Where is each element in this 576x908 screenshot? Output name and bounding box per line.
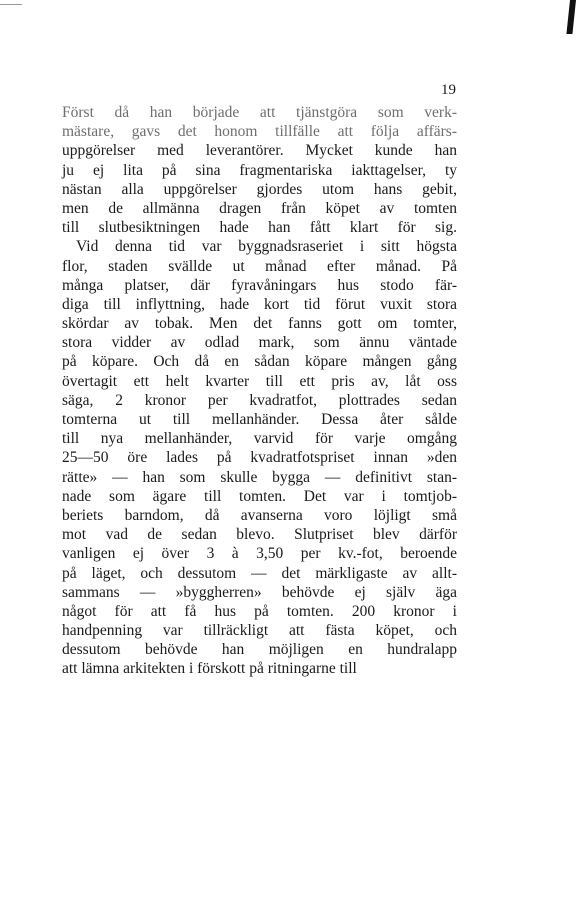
text-line: vanligen ej över 3 à 3,50 per kv.-fot, beroende (62, 545, 457, 563)
text-line: till nya mellanhänder, varvid för varje omgång (62, 430, 457, 448)
text-line: tomterna ut till mellanhänder. Dessa åter sålde (62, 411, 457, 428)
text-line: beriets barndom, då avanserna voro löjligt små (62, 506, 457, 524)
scan-corner-mark (566, 0, 576, 34)
text-line: nästan alla uppgörelser gjordes utom hans gebit, (62, 180, 457, 198)
text-line: 25—50 öre lades på kvadratfotspriset innan »den (62, 449, 457, 467)
text-line: ju ej lita på sina fragmentariska iakttagelser, ty (62, 161, 457, 179)
text-line: flor, staden svällde ut månad efter månad. På (62, 257, 457, 275)
text-line: Vid denna tid var byggnadsraseriet i sitt högsta (76, 238, 457, 256)
text-line: handpenning var tillräckligt att fästa köpet, och (62, 622, 457, 640)
body-text (62, 103, 457, 679)
text-line: något för att få hus på tomten. 200 kronor i (62, 602, 457, 620)
text-line: nade som ägare till tomten. Det var i tomtjob- (62, 487, 457, 505)
text-line: diga till inflyttning, hade kort tid förut vuxit stora (62, 295, 457, 313)
text-line: på köpare. Och då en sådan köpare mången gång (62, 353, 457, 371)
text-line: många platser, där fyravåningars hus stodo fär- (62, 276, 457, 294)
text-line: uppgörelser med leverantörer. Mycket kunde han (62, 142, 457, 160)
page-number: 19 (441, 82, 456, 98)
text-line: rätte» — han som skulle bygga — definitivt stan- (62, 468, 457, 486)
text-line: övertagit ett helt kvarter till ett pris av, låt oss (62, 372, 457, 390)
text-line: dessutom behövde han möjligen en hundralapp (62, 641, 457, 659)
text-line: men de allmänna dragen från köpet av tomten (62, 199, 457, 217)
text-line: säga, 2 kronor per kvadratfot, plottrades sedan (62, 391, 457, 409)
text-line: mästare, gavs det honom tillfälle att följa affärs- (62, 123, 457, 141)
text-line: på läget, och dessutom — det märkligaste av allt- (62, 564, 457, 582)
text-line: skördar av tobak. Men det fanns gott om tomter, (62, 315, 457, 333)
text-line: Först då han började att tjänstgöra som verk- (62, 104, 457, 121)
text-line: mot vad de sedan blevo. Slutpriset blev därför (62, 526, 457, 544)
text-line: att lämna arkitekten i förskott på ritningarne till (62, 660, 357, 678)
text-line: stora vidder av odlad mark, som ännu väntade (62, 334, 457, 352)
scan-edge-mark (0, 4, 22, 5)
text-line: till slutbesiktningen hade han fått klart för sig. (62, 219, 457, 237)
text-line: sammans — »byggherren» behövde ej själv äga (62, 583, 457, 601)
